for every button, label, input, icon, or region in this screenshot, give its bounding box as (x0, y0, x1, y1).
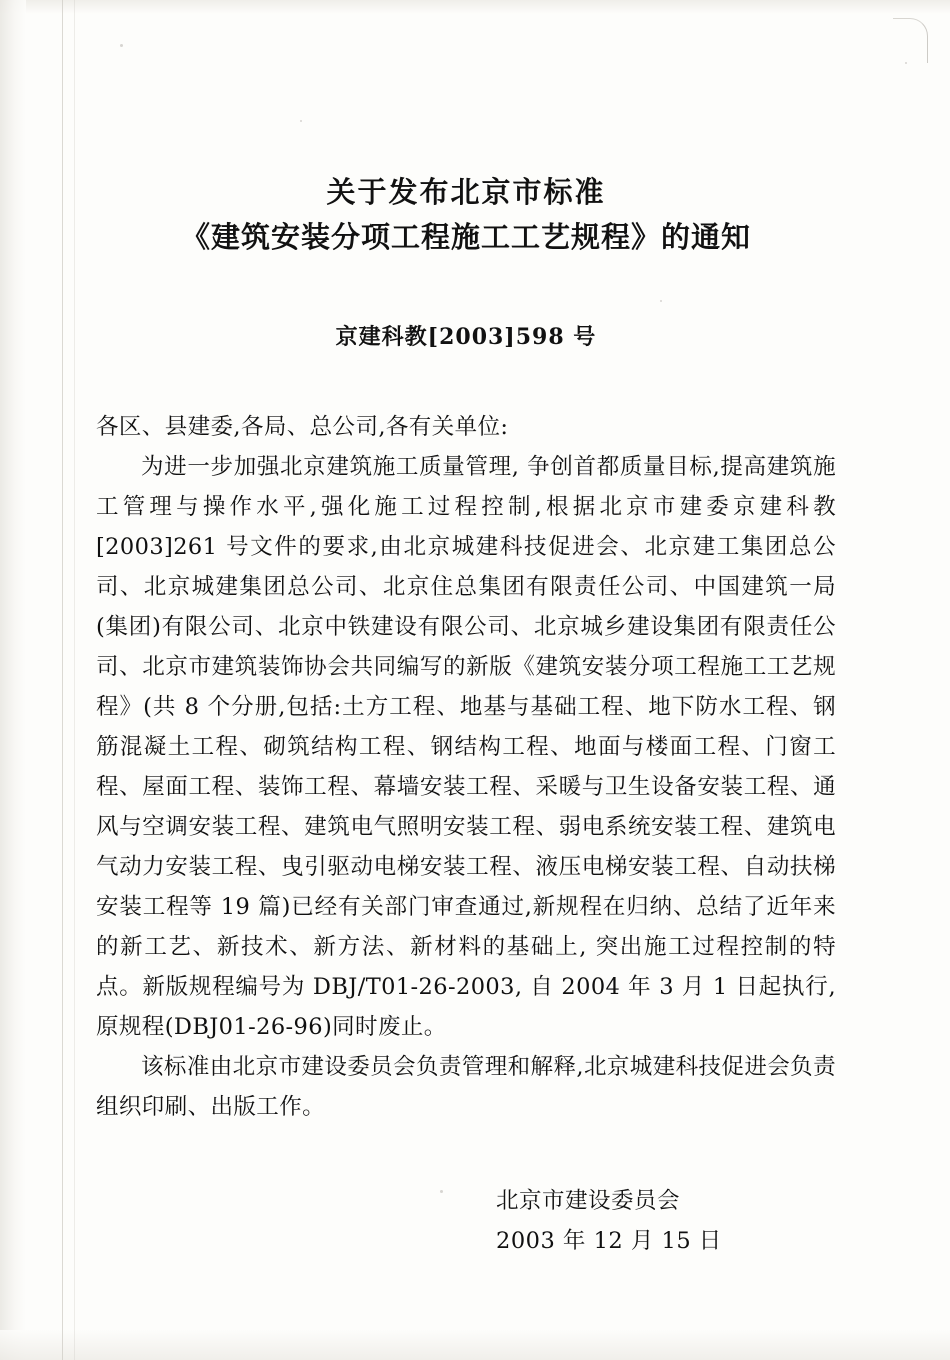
binding-line (62, 0, 63, 1360)
scan-speck (905, 62, 907, 64)
body-paragraph-2: 该标准由北京市建设委员会负责管理和解释,北京城建科技促进会负责组织印刷、出版工作。 (96, 1053, 836, 1120)
signature-date: 2003 年 12 月 15 日 (496, 1227, 722, 1254)
document-title (96, 170, 836, 260)
title-line-1: 关于发布北京市标准 (326, 175, 606, 209)
binding-line-secondary (74, 0, 75, 1360)
salutation: 各区、县建委,各局、总公司,各有关单位: (96, 413, 509, 440)
body-paragraph-1: 为进一步加强北京建筑施工质量管理, 争创首都质量目标,提高建筑施工管理与操作水平,强化施工过程控制,根据北京市建委京建科教[2003]261 号文件的要求,由北京城建科技促进会、北京建工集团总公司、北京城建集团总公司、北京住总集团有限责任公司、中国建筑一局(集团)有限公司、北京中铁建设有限公司、北京城乡建设集团有限责任公司、北京市建筑装饰协会共同编写的新版《建筑安装分项工程施工工艺规程》(共 8 个分册,包括:土方工程、地基与基础工程、地下防水工程、钢筋混凝土工程、砌筑结构工程、钢结构工程、地面与楼面工程、门窗工程、屋面工程、装饰工程、幕墙安装工程、采暖与卫生设备安装工程、通风与空调安装工程、建筑电气照明安装工程、弱电系统安装工程、建筑电气动力安装工程、曳引驱动电梯安装工程、液压电梯安装工程、自动扶梯安装工程等 19 篇)已经有关部门审查通过,新规程在归纳、总结了近年来的新工艺、新技术、新方法、新材料的基础上, 突出施工过程控制的特点。新版规程编号为 DBJ/T01-26-2003, 自 2004 年 3 月 1 日起执行, 原规程(DBJ01-26-96)同时废止。 (96, 453, 836, 1040)
document-content (96, 0, 836, 1360)
page-left-shading (0, 0, 26, 1360)
document-body (96, 407, 836, 1127)
page-corner-mark (893, 18, 928, 63)
document-number: 京建科教[2003]598 号 (335, 323, 597, 350)
signature-organization: 北京市建设委员会 (496, 1187, 681, 1214)
title-line-2: 《建筑安装分项工程施工工艺规程》的通知 (180, 219, 751, 254)
signature-block (96, 1181, 836, 1261)
